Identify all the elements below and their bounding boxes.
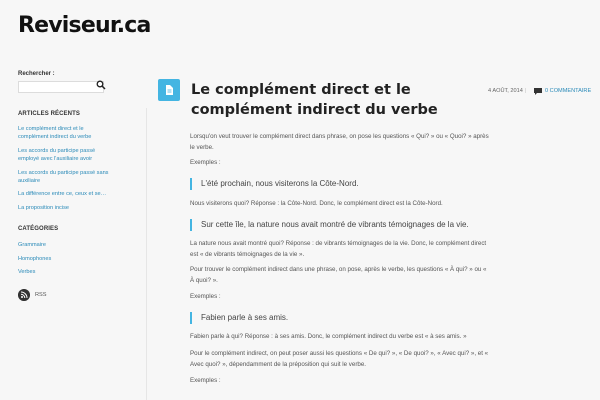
category-link[interactable]: Homophones — [18, 256, 52, 262]
document-icon — [158, 79, 180, 101]
categories-heading: CATÉGORIES — [18, 226, 59, 232]
content-divider — [146, 108, 147, 400]
post-paragraph: Lorsqu'on veut trouver le complément direct dans phrase, on pose les questions « Qui? » ou « Quoi? » après le verbe. — [190, 133, 489, 151]
post-paragraph: Exemples : — [190, 293, 221, 300]
meta-separator: | — [525, 88, 527, 94]
search-input[interactable] — [18, 81, 104, 93]
recent-post-link[interactable]: La différence entre ce, ceux et se… — [18, 191, 107, 197]
post-paragraph: Nous visiterons quoi? Réponse : la Côte-Nord. Donc, le complément direct est la Côte-Nord. — [190, 200, 443, 207]
post-paragraph: Fabien parle à qui? Réponse : à ses amis. Donc, le complément indirect du verbe est « à ses amis. » — [190, 333, 467, 340]
comment-icon — [534, 88, 542, 95]
example-quote: Fabien parle à ses amis. — [190, 312, 490, 324]
post-paragraph: Pour le complément indirect, on peut poser aussi les questions « De qui? », « De quoi? », « Avec qui? », et « Avec quoi? », dépendamment de la préposition qui suit le verbe. — [190, 350, 489, 368]
post-format-badge — [158, 79, 180, 101]
rss-icon — [18, 289, 30, 301]
post-title[interactable]: Le complément direct et le complément indirect du verbe — [191, 82, 438, 118]
site-title[interactable]: Reviseur.ca — [18, 13, 151, 38]
recent-post-link[interactable]: Les accords du participe passé sans auxiliaire — [18, 170, 109, 184]
post-paragraph: Pour trouver le complément indirect dans une phrase, on pose, après le verbe, les questions « À qui? » ou « À quoi? ». — [190, 266, 487, 284]
example-quote: Sur cette île, la nature nous avait montré de vibrants témoignages de la vie. — [190, 219, 490, 231]
comments-link[interactable]: 0 COMMENTAIRE — [545, 88, 592, 94]
recent-post-link[interactable]: La proposition incise — [18, 205, 69, 211]
rss-label: RSS — [35, 292, 47, 298]
recent-post-link[interactable]: Le complément direct et le complément indirect du verbe — [18, 126, 92, 140]
search-label: Rechercher : — [18, 71, 55, 77]
example-quote: L'été prochain, nous visiterons la Côte-Nord. — [190, 178, 490, 190]
post-paragraph: La nature nous avait montré quoi? Réponse : de vibrants témoignages de la vie. Donc, le complément direct est « de vibrants témoignages de la vie ». — [190, 240, 487, 258]
recent-post-link[interactable]: Les accords du participe passé employé avec l'auxiliaire avoir — [18, 148, 96, 162]
post-paragraph: Exemples : — [190, 377, 221, 384]
search-icon[interactable] — [96, 80, 106, 90]
category-link[interactable]: Verbes — [18, 269, 36, 275]
category-link[interactable]: Grammaire — [18, 242, 46, 248]
post-date: 4 AOÛT, 2014 — [488, 88, 523, 94]
recent-posts-heading: ARTICLES RÉCENTS — [18, 111, 80, 117]
post-paragraph: Exemples : — [190, 159, 221, 166]
